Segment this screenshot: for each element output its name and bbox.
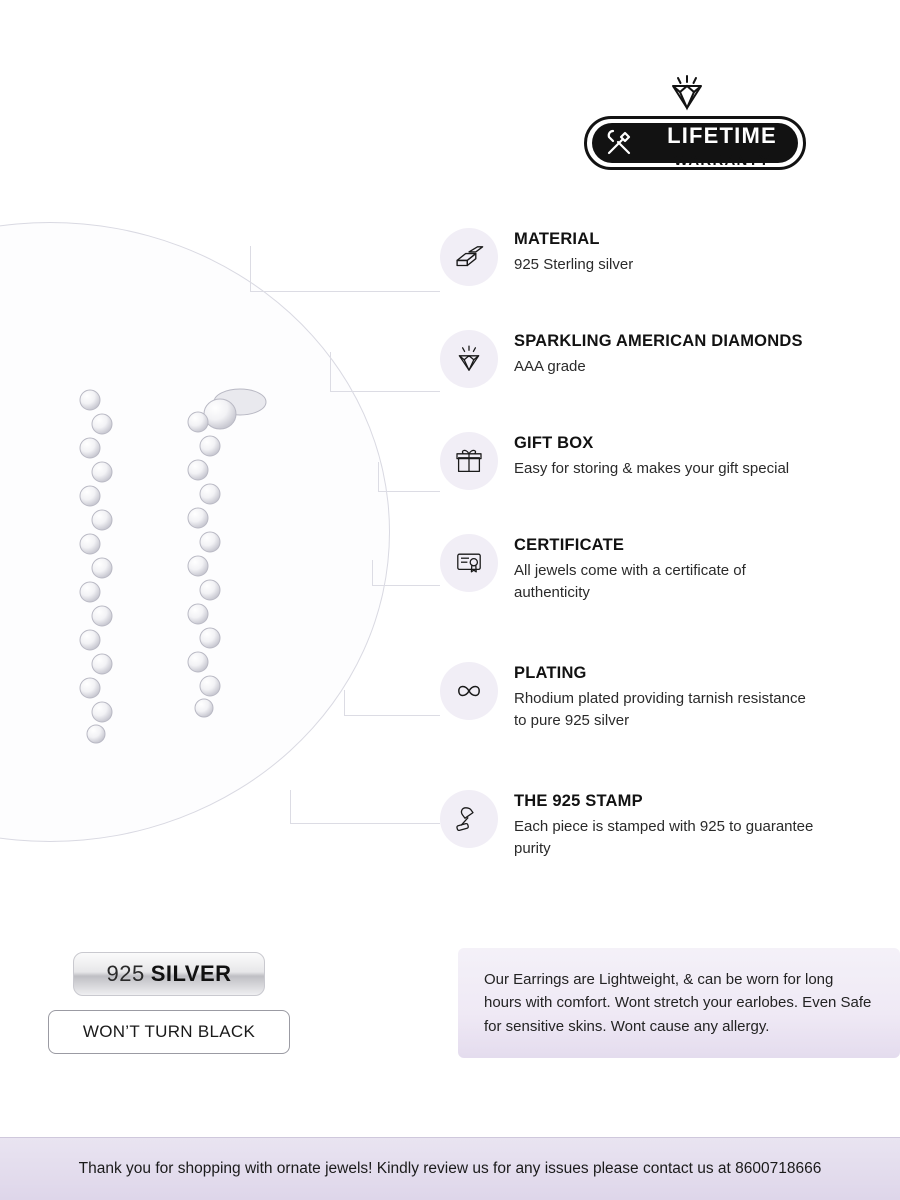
- silver-bars-icon: [440, 228, 498, 286]
- feature-title: SPARKLING AMERICAN DIAMONDS: [514, 332, 803, 350]
- footer-text: Thank you for shopping with ornate jewels! Kindly review us for any issues please contact us at 8600718666: [78, 1160, 822, 1177]
- feature-desc: Easy for storing & makes your gift special: [514, 460, 790, 477]
- feature-desc: All jewels come with a certificate of authenticity: [514, 562, 746, 601]
- feature-list: [440, 228, 890, 910]
- feature-sparkling-diamonds: [440, 330, 890, 432]
- silver-plaque: [73, 952, 265, 996]
- feature-desc: Each piece is stamped with 925 to guarantee purity: [514, 818, 814, 857]
- feature-925-stamp-body: [514, 790, 814, 860]
- connector-line-plating: [344, 690, 440, 716]
- wont-turn-black-label: WON’T TURN BLACK: [48, 1010, 290, 1054]
- sparkling-diamond-icon: [440, 330, 498, 388]
- connector-line-diamonds: [330, 352, 440, 392]
- diamond-drop-earrings-photo: [50, 380, 330, 780]
- feature-title: MATERIAL: [514, 230, 600, 248]
- stamp-icon: [440, 790, 498, 848]
- feature-desc: Rhodium plated providing tarnish resistance to pure 925 silver: [514, 690, 806, 729]
- gift-box-icon: [440, 432, 498, 490]
- feature-plating-body: [514, 662, 809, 732]
- tools-icon: [602, 126, 636, 160]
- feature-certificate: [440, 534, 890, 662]
- feature-desc: 925 Sterling silver: [514, 256, 634, 273]
- connector-line-material: [250, 246, 440, 292]
- feature-desc: AAA grade: [514, 358, 586, 375]
- feature-gift-box: [440, 432, 890, 534]
- feature-title: GIFT BOX: [514, 434, 594, 452]
- plaque-word: SILVER: [150, 961, 232, 986]
- footer-bar: [0, 1138, 900, 1200]
- badge-line-2: WARRANTY: [673, 152, 771, 169]
- feature-plating: [440, 662, 890, 790]
- feature-certificate-body: [514, 534, 784, 604]
- feature-sparkling-diamonds-body: [514, 330, 803, 378]
- connector-line-stamp: [290, 790, 440, 824]
- feature-title: THE 925 STAMP: [514, 792, 643, 810]
- infinity-icon: [440, 662, 498, 720]
- connector-line-giftbox: [378, 462, 440, 492]
- feature-title: PLATING: [514, 664, 587, 682]
- badge-line-1: LIFETIME: [667, 123, 777, 148]
- feature-925-stamp: [440, 790, 890, 910]
- badge-text: [632, 120, 812, 168]
- lifetime-warranty-badge: [566, 72, 824, 180]
- plaque-number: 925: [106, 961, 145, 986]
- certificate-icon: [440, 534, 498, 592]
- connector-line-certificate: [372, 560, 440, 586]
- feature-gift-box-body: [514, 432, 789, 480]
- feature-material-body: [514, 228, 633, 276]
- feature-material: [440, 228, 890, 330]
- comfort-note-panel: Our Earrings are Lightweight, & can be worn for long hours with comfort. Wont stretch your earlobes. Even Safe for sensitive skins. Wont cause any allergy.: [458, 948, 900, 1058]
- feature-title: CERTIFICATE: [514, 536, 625, 554]
- diamond-icon: [664, 72, 710, 118]
